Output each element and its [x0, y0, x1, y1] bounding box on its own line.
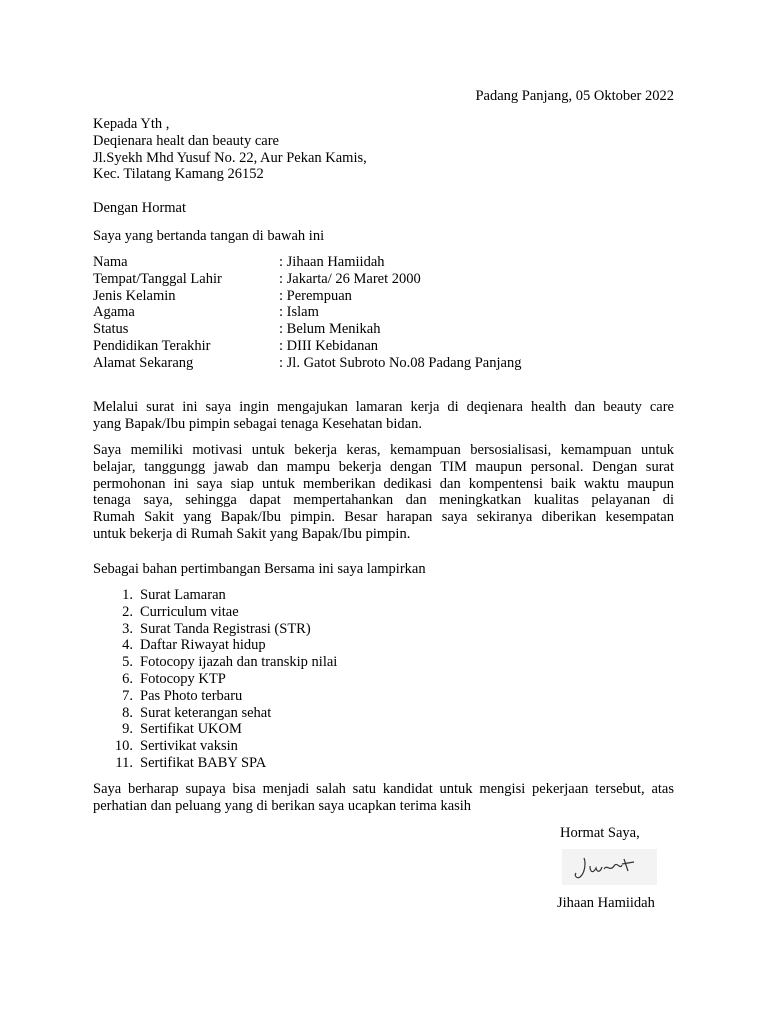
- list-number: 6.: [122, 670, 133, 687]
- letter-date: Padang Panjang, 05 Oktober 2022: [475, 88, 674, 104]
- paragraph-line: permohonan ini saya siap untuk memberikan dedikasi dan kompentensi baik waktu maupun: [93, 475, 674, 492]
- recipient-block: [93, 116, 674, 183]
- list-number: 9.: [122, 721, 133, 738]
- signature-image: [562, 849, 657, 885]
- identity-label: Alamat Sekarang: [93, 354, 194, 371]
- list-text: Pas Photo terbaru: [140, 687, 243, 704]
- paragraph-line: untuk bekerja di Rumah Sakit yang Bapak/Ibu pimpin.: [93, 525, 411, 542]
- recipient-name: Deqienara healt dan beauty care: [93, 132, 279, 149]
- list-item: [114, 738, 337, 755]
- identity-row: [93, 288, 674, 305]
- greeting: [93, 200, 674, 217]
- identity-label: Tempat/Tanggal Lahir: [93, 270, 222, 287]
- attachments-intro: [93, 561, 674, 578]
- recipient-address-line-1: Jl.Syekh Mhd Yusuf No. 22, Aur Pekan Kamis,: [93, 149, 367, 166]
- list-item: [114, 621, 337, 638]
- paragraph-line: perhatian dan peluang yang di berikan saya ucapkan terima kasih: [93, 797, 472, 814]
- identity-table: [93, 254, 674, 372]
- identity-label: Jenis Kelamin: [93, 287, 176, 304]
- signature-scribble: [562, 849, 657, 885]
- list-item: [114, 604, 337, 621]
- identity-value: : Jakarta/ 26 Maret 2000: [279, 270, 421, 287]
- paragraph-line: belajar, tanggungg jawab dan mampu bekerja dengan TIM maupun personal. Dengan surat: [93, 458, 674, 475]
- attachments-list: [114, 587, 337, 772]
- list-number: 4.: [122, 637, 133, 654]
- identity-value: : Jihaan Hamiidah: [279, 254, 385, 270]
- list-item: [114, 705, 337, 722]
- identity-label: Status: [93, 321, 129, 338]
- identity-row: [93, 338, 674, 355]
- list-text: Sertifikat BABY SPA: [140, 754, 267, 771]
- identity-row: [93, 254, 674, 271]
- list-text: Surat Tanda Registrasi (STR): [140, 620, 311, 637]
- list-text: Fotocopy ijazah dan transkip nilai: [140, 654, 338, 671]
- list-number: 5.: [122, 654, 133, 671]
- list-text: Curriculum vitae: [140, 603, 239, 620]
- paragraph-motivation: [93, 442, 674, 543]
- identity-row: [93, 321, 674, 338]
- list-item: [114, 637, 337, 654]
- identity-value: : DIII Kebidanan: [279, 337, 379, 354]
- list-text: Daftar Riwayat hidup: [140, 637, 266, 654]
- list-text: Sertifikat UKOM: [140, 721, 242, 738]
- recipient-salutation: Kepada Yth ,: [93, 116, 170, 132]
- identity-row: [93, 355, 674, 372]
- paragraph-line: tenaga saya, sehingga dapat mempertahankan dan meningkatkan kualitas pelayanan di: [93, 492, 674, 509]
- intro-text: Saya yang bertanda tangan di bawah ini: [93, 228, 325, 244]
- identity-value: : Belum Menikah: [279, 321, 381, 338]
- paragraph-application: [93, 399, 674, 433]
- identity-label: Nama: [93, 254, 128, 270]
- list-text: Surat Lamaran: [140, 587, 226, 603]
- list-text: Fotocopy KTP: [140, 670, 226, 687]
- list-item: [114, 671, 337, 688]
- list-number: 10.: [114, 738, 133, 755]
- list-number: 11.: [115, 754, 133, 771]
- identity-row: [93, 304, 674, 321]
- paragraph-line: Melalui surat ini saya ingin mengajukan lamaran kerja di deqienara health dan beauty care: [93, 399, 674, 415]
- identity-row: [93, 271, 674, 288]
- intro-sentence: [93, 228, 674, 245]
- identity-value: : Islam: [279, 304, 319, 321]
- list-item: [114, 688, 337, 705]
- list-number: 7.: [122, 687, 133, 704]
- list-item: [114, 587, 337, 604]
- list-number: 3.: [122, 620, 133, 637]
- list-number: 2.: [122, 603, 133, 620]
- list-item: [114, 755, 337, 772]
- list-text: Surat keterangan sehat: [140, 704, 272, 721]
- recipient-address-line-2: Kec. Tilatang Kamang 26152: [93, 166, 264, 183]
- paragraph-line: Saya berharap supaya bisa menjadi salah satu kandidat untuk mengisi pekerjaan tersebut, atas: [93, 781, 674, 797]
- attachments-intro-text: Sebagai bahan pertimbangan Bersama ini saya lampirkan: [93, 561, 426, 577]
- greeting-text: Dengan Hormat: [93, 200, 187, 216]
- closing-salutation: Hormat Saya,: [560, 825, 640, 841]
- list-text: Sertivikat vaksin: [140, 738, 238, 755]
- list-item: [114, 721, 337, 738]
- identity-value: : Perempuan: [279, 287, 352, 304]
- paragraph-line: Rumah Sakit yang Bapak/Ibu pimpin. Besar harapan saya sekiranya diberikan kesempatan: [93, 509, 674, 526]
- identity-value: : Jl. Gatot Subroto No.08 Padang Panjang: [279, 354, 522, 371]
- identity-label: Agama: [93, 304, 135, 321]
- list-item: [114, 654, 337, 671]
- list-number: 1.: [122, 587, 133, 603]
- list-number: 8.: [122, 704, 133, 721]
- paragraph-closing: [93, 781, 674, 815]
- signatory-name: Jihaan Hamiidah: [557, 895, 655, 911]
- paragraph-line: yang Bapak/Ibu pimpin sebagai tenaga Kesehatan bidan.: [93, 415, 422, 432]
- paragraph-line: Saya memiliki motivasi untuk bekerja keras, kemampuan bersosialisasi, kemampuan untuk: [93, 442, 674, 458]
- identity-label: Pendidikan Terakhir: [93, 337, 211, 354]
